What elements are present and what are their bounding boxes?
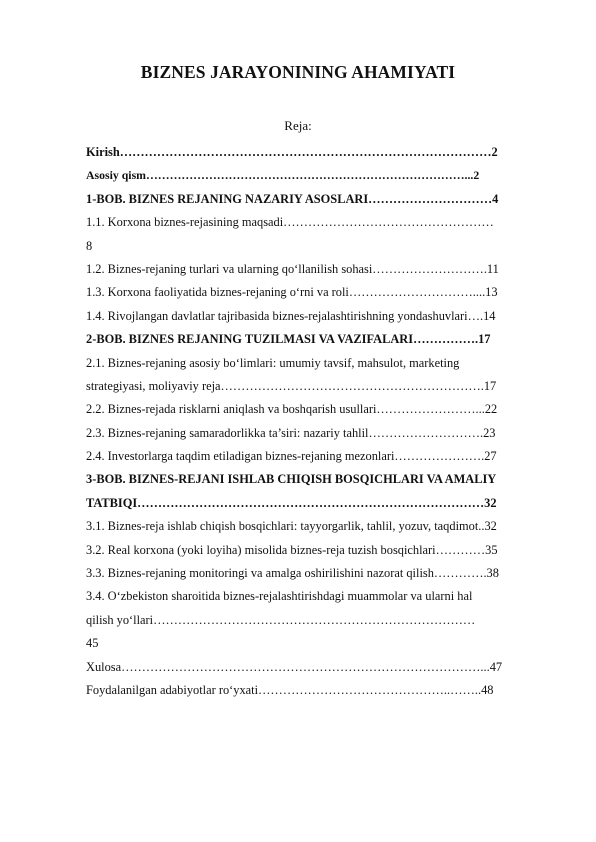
toc-line: 1.2. Biznes-rejaning turlari va ularning qo‘llanilish sohasi……………………….11 (86, 261, 499, 276)
toc-line: 45 (86, 636, 99, 651)
toc-line: 3.3. Biznes-rejaning monitoringi va amalga oshirilishini nazorat qilish………….38 (86, 566, 499, 581)
toc-line: strategiyasi, moliyaviy reja……………………………………………………….17 (86, 378, 497, 393)
toc-line: 2.3. Biznes-rejaning samaradorlikka ta’siri: nazariy tahlil……………………….23 (86, 425, 496, 440)
toc-line: 3.1. Biznes-reja ishlab chiqish bosqichlari: tayyorgarlik, tahlil, yozuv, taqdimot..32 (86, 519, 497, 534)
toc-line: 1.4. Rivojlangan davlatlar tajribasida biznes-rejalashtirishning yondashuvlari….14 (86, 308, 496, 323)
toc-line: 1.3. Korxona faoliyatida biznes-rejaning o‘rni va roli…………………………....13 (86, 285, 498, 300)
toc-line: 3.4. O‘zbekiston sharoitida biznes-rejalashtirishdagi muammolar va ularni hal (86, 589, 473, 604)
toc-line: qilish yo‘llari…………………………………………………………………… (86, 612, 476, 627)
toc-line: 1.1. Korxona biznes-rejasining maqsadi…………………………………………… (86, 215, 494, 230)
toc-line: 2-BOB. BIZNES REJANING TUZILMASI VA VAZIFALARI…………….17 (86, 332, 491, 347)
toc-line: 2.4. Investorlarga taqdim etiladigan biznes-rejaning mezonlari………………….27 (86, 449, 497, 464)
toc-line: 1-BOB. BIZNES REJANING NAZARIY ASOSLARI…………………………4 (86, 191, 499, 206)
toc-line: 3.2. Real korxona (yoki loyiha) misolida biznes-reja tuzish bosqichlari…………35 (86, 542, 498, 557)
document-title: BIZNES JARAYONINING AHAMIYATI (140, 62, 456, 82)
toc-line: Asosiy qism………………………………………………………………………...2 (86, 168, 480, 183)
toc-line: Foydalanilgan adabiyotlar ro‘yxati………………………………………..……..48 (86, 682, 494, 697)
table-of-contents (86, 141, 556, 702)
toc-line: 2.2. Biznes-rejada risklarni aniqlash va boshqarish usullari……………………...22 (86, 402, 498, 417)
plan-label: Reja: (284, 118, 312, 133)
toc-line: 8 (86, 238, 93, 253)
toc-line: 3-BOB. BIZNES-REJANI ISHLAB CHIQISH BOSQICHLARI VA AMALIY (86, 472, 497, 487)
toc-line: Xulosa……………………………………………………………………………...47 (86, 659, 503, 674)
toc-line: 2.1. Biznes-rejaning asosiy bo‘limlari: umumiy tavsif, mahsulot, marketing (86, 355, 460, 370)
toc-line: TATBIQI…………………………………………………………………………32 (86, 495, 497, 510)
toc-line: Kirish………………………………………………………………………………2 (86, 145, 498, 159)
